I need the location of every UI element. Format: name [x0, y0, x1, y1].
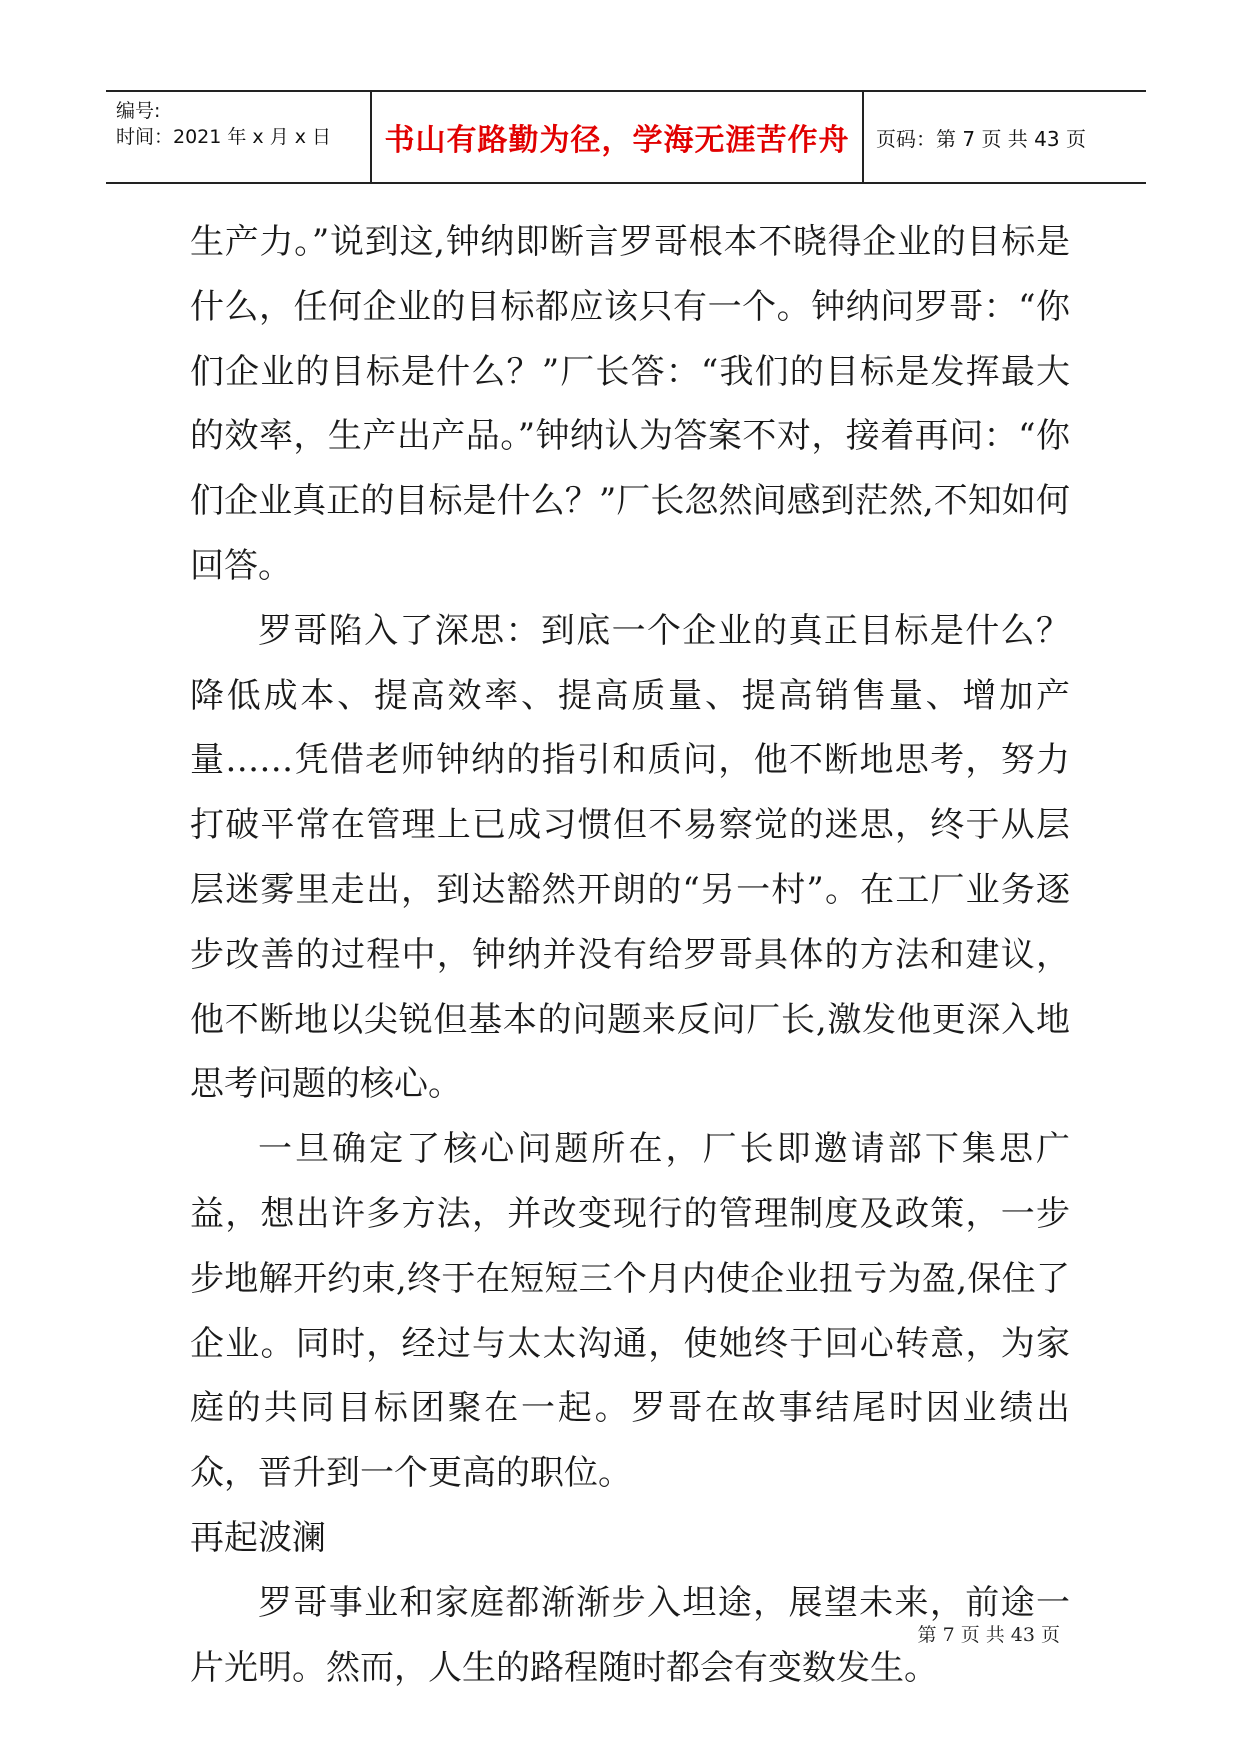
header-motto: 书山有路勤为径，学海无涯苦作舟 [384, 123, 850, 158]
header-page-code: 页码：第 7 页 共 43 页 [876, 126, 1086, 151]
section-heading: 再起波澜 [190, 1517, 326, 1558]
paragraph: 一旦确定了核心问题所在，厂长即邀请部下集思广益，想出许多方法，并改变现行的管理制度及政策，一步步地解开约束,终于在短短三个月内使企业扭亏为盈,保住了企业。同时，经过与太太沟通，使她终于回心转意，为家庭的共同目标团聚在一起。罗哥在故事结尾时因业绩出众，晋升到一个更高的职位。 [190, 1129, 1070, 1494]
serial-label: 编号: [116, 100, 161, 122]
paragraph: 罗哥事业和家庭都渐渐步入坦途，展望未来，前途一片光明。然而，人生的路程随时都会有变数发生。 [190, 1582, 1070, 1688]
time-label: 时间：2021 年 x 月 x 日 [116, 126, 332, 148]
paragraph: 生产力。”说到这,钟纳即断言罗哥根本不晓得企业的目标是什么，任何企业的目标都应该只有一个。钟纳问罗哥：“你们企业的目标是什么？”厂长答：“我们的目标是发挥最大的效率，生产出产品。”钟纳认为答案不对，接着再问：“你们企业真正的目标是什么？”厂长忽然间感到茫然,不知如何回答。 [190, 222, 1070, 586]
header-divider [862, 92, 864, 182]
page-header [106, 90, 1146, 184]
document-body [190, 210, 1070, 1700]
header-meta [116, 92, 366, 182]
paragraph: 罗哥陷入了深思：到底一个企业的真正目标是什么？降低成本、提高效率、提高质量、提高销售量、增加产量……凭借老师钟纳的指引和质问，他不断地思考，努力打破平常在管理上已成习惯但不易察觉的迷思，终于从层层迷雾里走出，到达豁然开朗的“另一村”。在工厂业务逐步改善的过程中，钟纳并没有给罗哥具体的方法和建议，他不断地以尖锐但基本的问题来反问厂长,激发他更深入地思考问题的核心。 [190, 610, 1070, 1105]
page-footer: 第 7 页 共 43 页 [917, 1624, 1060, 1646]
